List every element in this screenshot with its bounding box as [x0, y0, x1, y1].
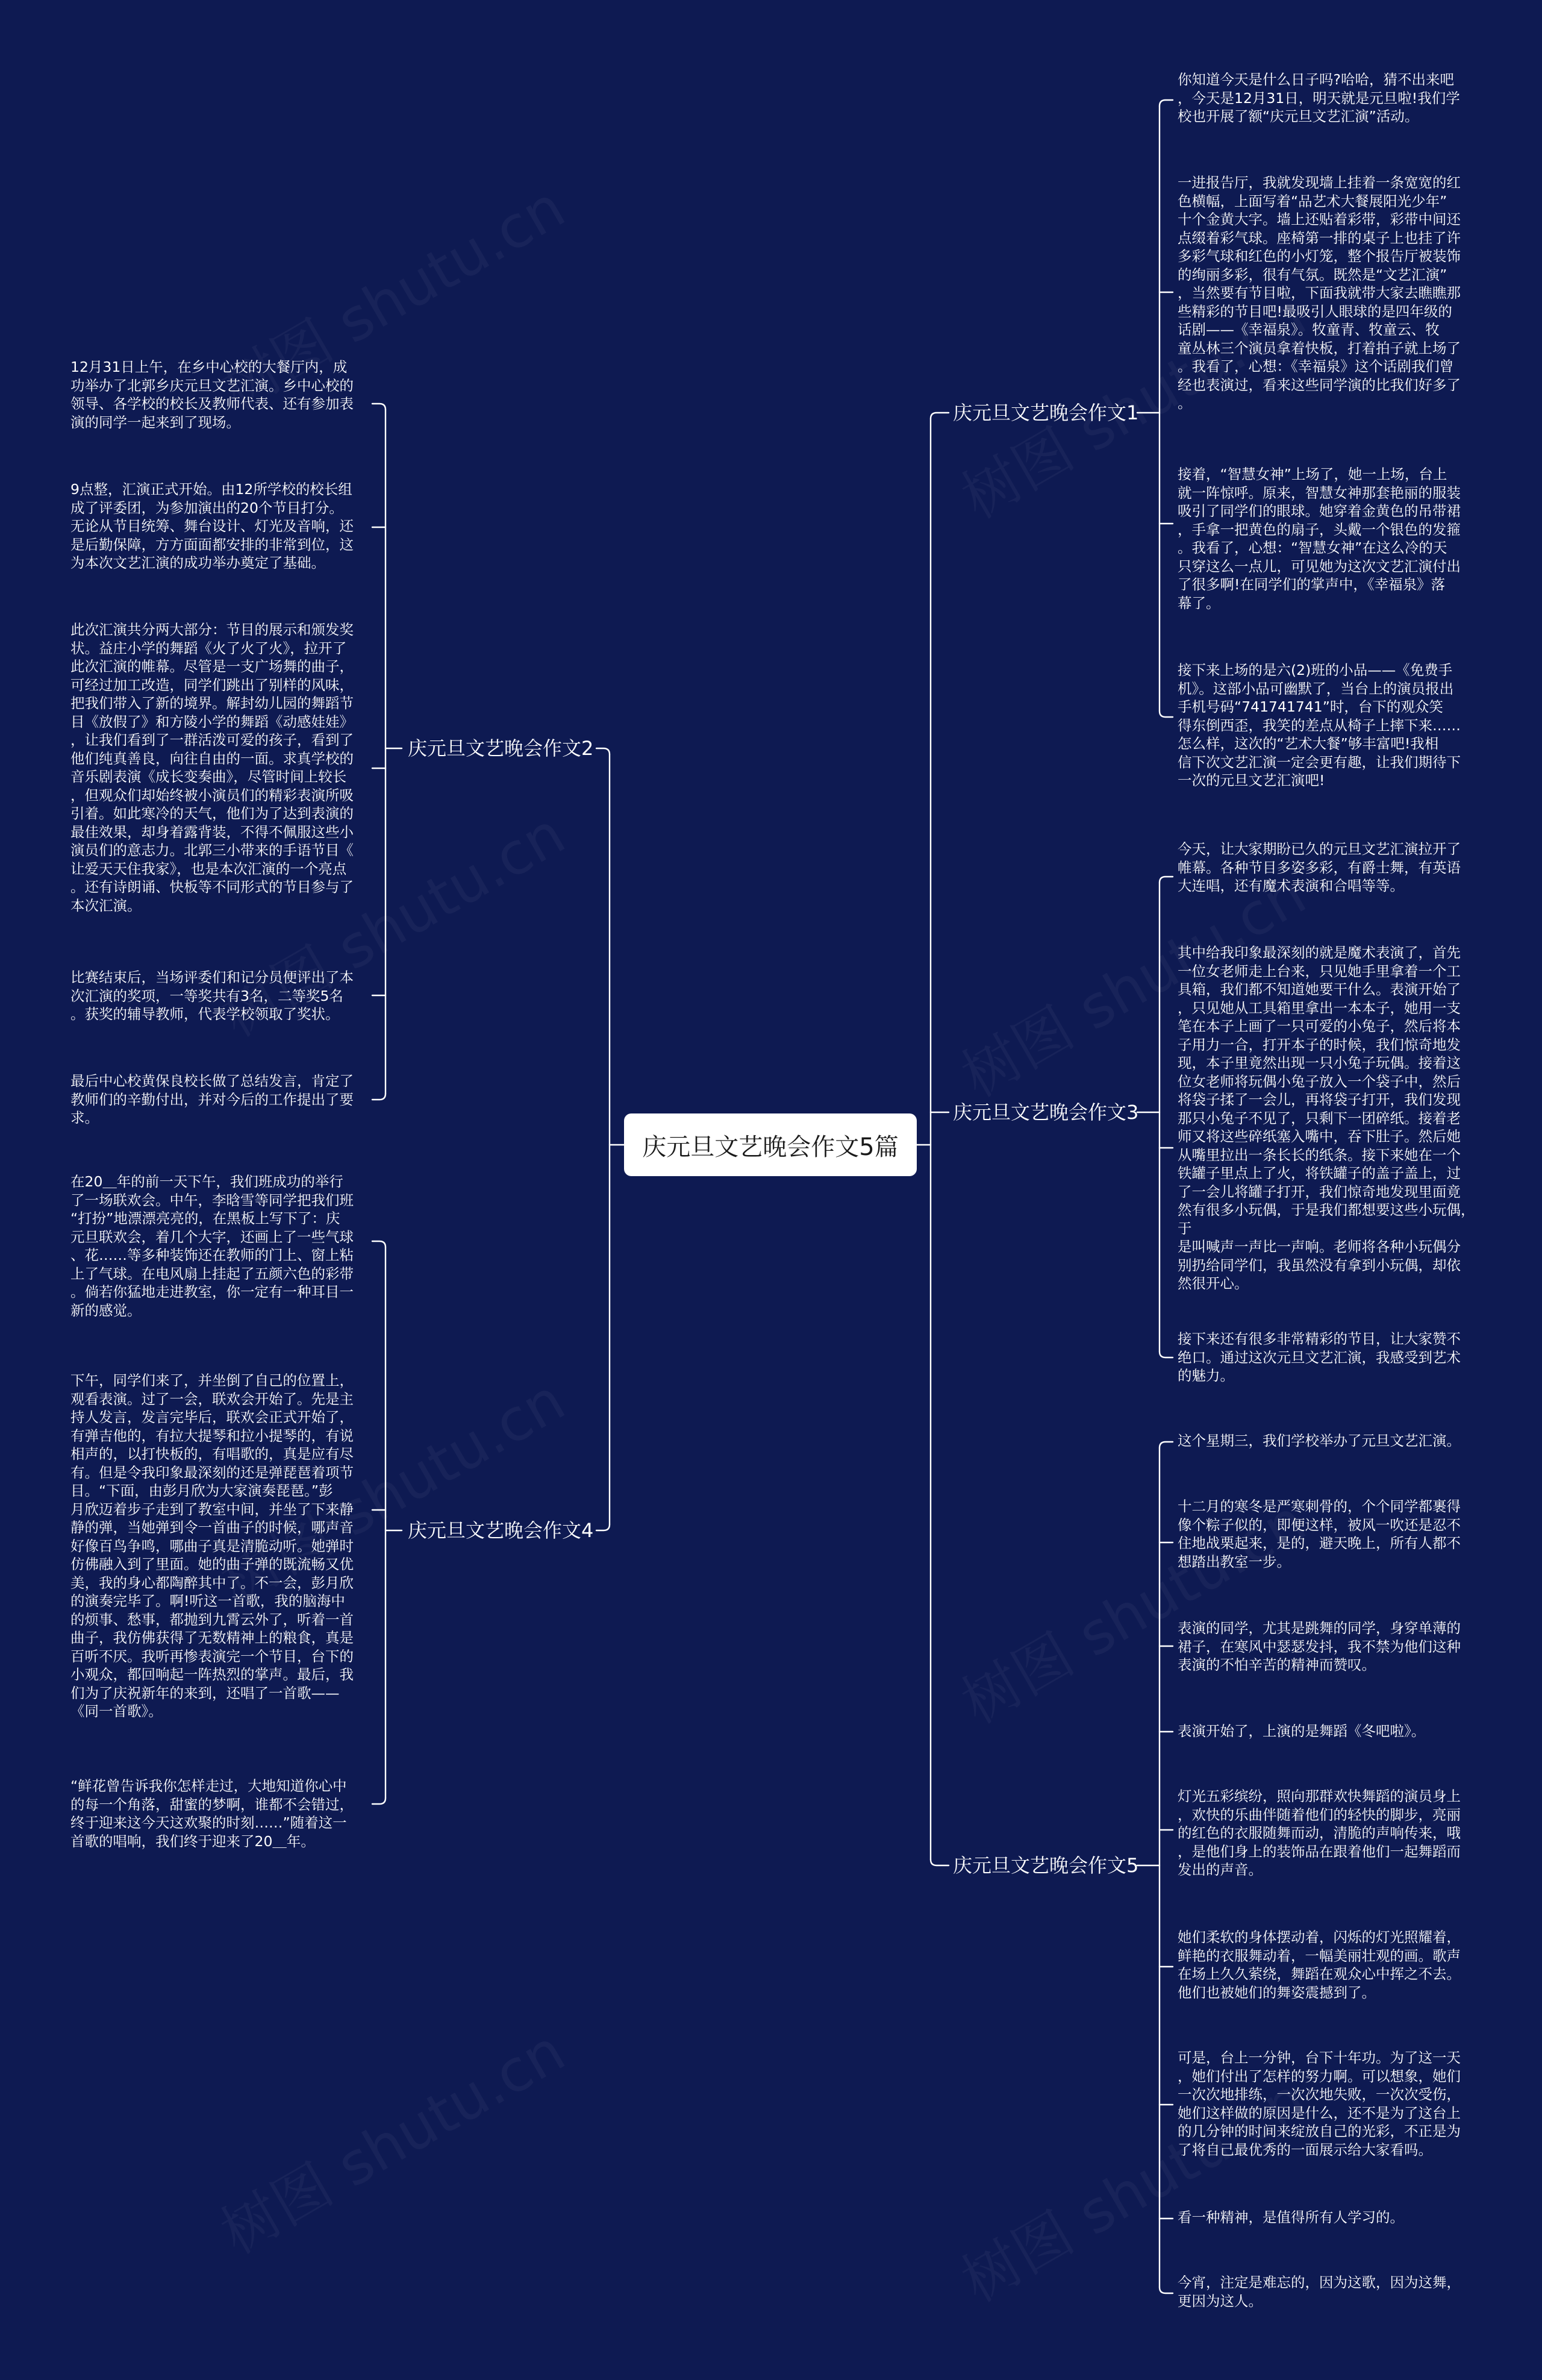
leaf-essay-1-para-1: 你知道今天是什么日子吗?哈哈，猜不出来吧 ，今天是12月31日，明天就是元旦啦!我们学 校也开展了额“庆元旦文艺汇演”活动。 — [1178, 71, 1460, 125]
connector-branch-right-0 — [931, 413, 949, 419]
leaf-essay-4-para-1: 在20＿年的前一天下午，我们班成功的举行 了一场联欢会。中午，李晗雪等同学把我们班 “打扮”地漂漂亮亮的，在黑板上写下了：庆 元旦联欢会，着几个大字，还画上了一些气球 、花……等多种装饰还在教师的门上、窗上粘 上了气球。在电风扇上挂起了五颜六色的彩带 。倘若你猛地走进教室，你一定有一种耳目一 新的感觉。 — [70, 1173, 354, 1319]
connector-leaf-essay-3-0 — [1160, 877, 1173, 883]
leaf-essay-5-para-7: 可是，台上一分钟，台下十年功。为了这一天 ，她们付出了怎样的努力啊。可以想象，她们 一次次地排练，一次次地失败，一次次受伤， 她们这样做的原因是什么，还不是为了这台上 的几分钟的时间来绽放自己的光彩，不正是为 了将自己最优秀的一面展示给大家看吗。 — [1178, 2049, 1461, 2158]
leaf-essay-5-para-8: 看一种精神，是值得所有人学习的。 — [1178, 2209, 1404, 2226]
leaf-essay-3-para-2: 其中给我印象最深刻的就是魔术表演了，首先 一位女老师走上台来，只见她手里拿着一个工 具箱，我们都不知道她要干什么。表演开始了 ，只见她从工具箱里拿出一本本子，她用一支 笔在本子上画了一只可爱的小兔子，然后将本 子用力一合，打开本子的时候，我们惊奇地发 现，本子里竟然出现一只小兔子玩偶。接着这 位女老师将玩偶小兔子放入一个袋子中，然后 将袋子揉了一会儿，再将袋子打开，我们发现 那只小兔子不见了，只剩下一团碎纸。接着老 师又将这些碎纸塞入嘴中，吞下肚子。然后她 从嘴里拉出一条长长的纸条。接下来她在一个 铁罐子里点上了火，将铁罐子的盖子盖上，过 了一会儿将罐子打开，我们惊奇地发现里面竟 然有很多小玩偶，于是我们都想要这些小玩偶，于 是叫喊声一声比一声响。老师将各种小玩偶分 别扔给同学们，我虽然没有拿到小玩偶，却依 然很开心。 — [1178, 944, 1475, 1292]
leaf-essay-1-para-2: 一进报告厅，我就发现墙上挂着一条宽宽的红 色横幅，上面写着“品艺术大餐展阳光少年” 十个金黄大字。墙上还贴着彩带，彩带中间还 点缀着彩气球。座椅第一排的桌子上也挂了许 多彩气球和红色的小灯笼，整个报告厅被装饰 的绚丽多彩，很有气氛。既然是“文艺汇演” ，当然要有节目啦，下面我就带大家去瞧瞧那 些精彩的节目吧!最吸引人眼球的是四年级的 话剧——《幸福泉》。牧童青、牧童云、牧 童丛林三个演员拿着快板，打着拍子就上场了 。我看了，心想：《幸福泉》这个话剧我们曾 经也表演过，看来这些同学演的比我们好多了 。 — [1178, 174, 1461, 412]
leaf-essay-5-para-1: 这个星期三，我们学校举办了元旦文艺汇演。 — [1178, 1432, 1461, 1449]
leaf-essay-2-para-3: 此次汇演共分两大部分：节目的展示和颁发奖 状。益庄小学的舞蹈《火了火了火》，拉开了 此次汇演的帷幕。尽管是一支广场舞的曲子， 可经过加工改造，同学们跳出了别样的风味， 把我们带入了新的境界。解封幼儿园的舞蹈节 目《放假了》和方陵小学的舞蹈《动感娃娃》 ，让我们看到了一群活泼可爱的孩子，看到了 他们纯真善良，向往自由的一面。求真学校的 音乐剧表演《成长变奏曲》，尽管时间上较长 ，但观众们却始终被小演员们的精彩表演所吸 引着。如此寒冷的天气，他们为了达到表演的 最佳效果，却身着露背装，不得不佩服这些小 演员们的意志力。北郭三小带来的手语节目《 让爱天天住我家》，也是本次汇演的一个亮点 。还有诗朗诵、快板等不同形式的节目参与了 本次汇演。 — [70, 621, 354, 914]
leaf-essay-5-para-4: 表演开始了，上演的是舞蹈《冬吧啦》。 — [1178, 1723, 1426, 1740]
leaf-essay-2-para-2: 9点整，汇演正式开始。由12所学校的校长组 成了评委团，为参加演出的20个节目打分。 无论从节目统筹、舞台设计、灯光及音响，还 是后勤保障，方方面面都安排的非常到位，这 为本次文艺汇演的成功举办奠定了基础。 — [70, 481, 354, 571]
branch-essay-2[interactable]: 庆元旦文艺晚会作文2 — [408, 737, 594, 760]
leaf-essay-3-para-3: 接下来还有很多非常精彩的节目，让大家赞不 绝口。通过这次元旦文艺汇演，我感受到艺术 的魅力。 — [1178, 1330, 1461, 1384]
connector-branch-left-1 — [596, 1524, 610, 1530]
leaf-essay-5-para-6: 她们柔软的身体摆动着，闪烁的灯光照耀着， 鲜艳的衣服舞动着，一幅美丽壮观的画。歌声 在场上久久萦绕，舞蹈在观众心中挥之不去。 他们也被她们的舞姿震撼到了。 — [1178, 1929, 1461, 2001]
leaf-essay-3-para-1: 今天，让大家期盼已久的元旦文艺汇演拉开了 帷幕。各种节目多姿多彩，有爵士舞，有英语 大连唱，还有魔术表演和合唱等等。 — [1178, 841, 1461, 894]
root-topic[interactable]: 庆元旦文艺晚会作文5篇 — [624, 1113, 917, 1176]
leaf-essay-1-para-4: 接下来上场的是六(2)班的小品——《免费手 机》。这部小品可幽默了，当台上的演员报出 手机号码“741741741”时，台下的观众笑 得东倒西歪，我笑的差点从椅子上摔下来…… 怎么样，这次的“艺术大餐”够丰富吧!我相 信下次文艺汇演一定会更有趣，让我们期待下 一次的元旦文艺汇演吧! — [1178, 662, 1461, 789]
branch-essay-1[interactable]: 庆元旦文艺晚会作文1 — [953, 401, 1139, 424]
leaf-essay-5-para-5: 灯光五彩缤纷，照向那群欢快舞蹈的演员身上 ，欢快的乐曲伴随着他们的轻快的脚步，亮丽 的红色的衣服随舞而动，清脆的声响传来，哦 ，是他们身上的装饰品在跟着他们一起舞蹈而 发出的声音。 — [1178, 1788, 1461, 1878]
connector-leaf-essay-5-8 — [1160, 2287, 1173, 2293]
leaf-essay-5-para-3: 表演的同学，尤其是跳舞的同学，身穿单薄的 裙子，在寒风中瑟瑟发抖，我不禁为他们这种 表演的不怕辛苦的精神而赞叹。 — [1178, 1620, 1461, 1673]
connector-leaf-essay-1-0 — [1160, 100, 1173, 106]
connector-leaf-essay-5-0 — [1160, 1442, 1173, 1448]
leaf-essay-5-para-9: 今宵，注定是难忘的，因为这歌，因为这舞， 更因为这人。 — [1178, 2274, 1461, 2310]
leaf-essay-4-para-2: 下午，同学们来了，并坐倒了自己的位置上， 观看表演。过了一会，联欢会开始了。先是主 持人发言，发言完毕后，联欢会正式开始了， 有弹吉他的，有拉大提琴和拉小提琴的，有说 相声的，以打快板的，有唱歌的，真是应有尽 有。但是令我印象最深刻的还是弹琵琶着项节 目。“下面，由彭月欣为大家演奏琵琶。”彭 月欣迈着步子走到了教室中间，并坐了下来静 静的弹，当她弹到令一首曲子的时候，哪声音 好像百鸟争鸣，哪曲子真是清脆动听。她弹时 仿佛融入到了里面。她的曲子弹的既流畅又优 美，我的身心都陶醉其中了。不一会，彭月欣 的演奏完毕了。啊!听这一首歌，我的脑海中 的烦事、愁事，都抛到九霄云外了，听着一首 曲子，我仿佛获得了无数精神上的粮食，真是 百听不厌。我听再惨表演完一个节目，台下的 小观众，都回响起一阵热烈的掌声。最后，我 们为了庆祝新年的来到，还唱了一首歌—— 《同一首歌》。 — [70, 1372, 354, 1720]
connector-leaf-essay-1-3 — [1160, 711, 1173, 717]
branch-essay-5[interactable]: 庆元旦文艺晚会作文5 — [953, 1854, 1139, 1877]
branch-essay-3[interactable]: 庆元旦文艺晚会作文3 — [953, 1101, 1139, 1124]
branch-essay-4[interactable]: 庆元旦文艺晚会作文4 — [408, 1519, 594, 1542]
connector-branch-left-0 — [596, 748, 610, 754]
leaf-essay-1-para-3: 接着，“智慧女神”上场了，她一上场，台上 就一阵惊呼。原来，智慧女神那套艳丽的服装 吸引了同学们的眼球。她穿着金黄色的吊带裙 ，手拿一把黄色的扇子，头戴一个银色的发箍 。我看了，心想：“智慧女神”在这么冷的天 只穿这么一点儿，可见她为这次文艺汇演付出 了很多啊!在同学们的掌声中，《幸福泉》落 幕了。 — [1178, 466, 1461, 612]
connector-branch-right-2 — [931, 1859, 949, 1865]
leaf-essay-2-para-5: 最后中心校黄保良校长做了总结发言，肯定了 教师们的辛勤付出，并对今后的工作提出了要 求。 — [70, 1073, 354, 1126]
leaf-essay-4-para-3: “鲜花曾告诉我你怎样走过，大地知道你心中 的每一个角落，甜蜜的梦啊，谁都不会错过， 终于迎来这今天这欢聚的时刻……”随着这一 首歌的唱响，我们终于迎来了20＿年。 — [70, 1777, 354, 1850]
leaf-essay-5-para-2: 十二月的寒冬是严寒刺骨的，个个同学都裹得 像个粽子似的，即便这样，被风一吹还是忍不 住地战栗起来，是的，避天晚上，所有人都不 想踏出教室一步。 — [1178, 1498, 1461, 1570]
connector-leaf-essay-3-2 — [1160, 1351, 1173, 1358]
leaf-essay-2-para-4: 比赛结束后，当场评委们和记分员便评出了本 次汇演的奖项，一等奖共有3名，二等奖5名 。获奖的辅导教师，代表学校领取了奖状。 — [70, 969, 354, 1022]
leaf-essay-2-para-1: 12月31日上午，在乡中心校的大餐厅内，成 功举办了北郭乡庆元旦文艺汇演。乡中心校的 领导、各学校的校长及教师代表、还有参加表 演的同学一起来到了现场。 — [70, 359, 354, 431]
